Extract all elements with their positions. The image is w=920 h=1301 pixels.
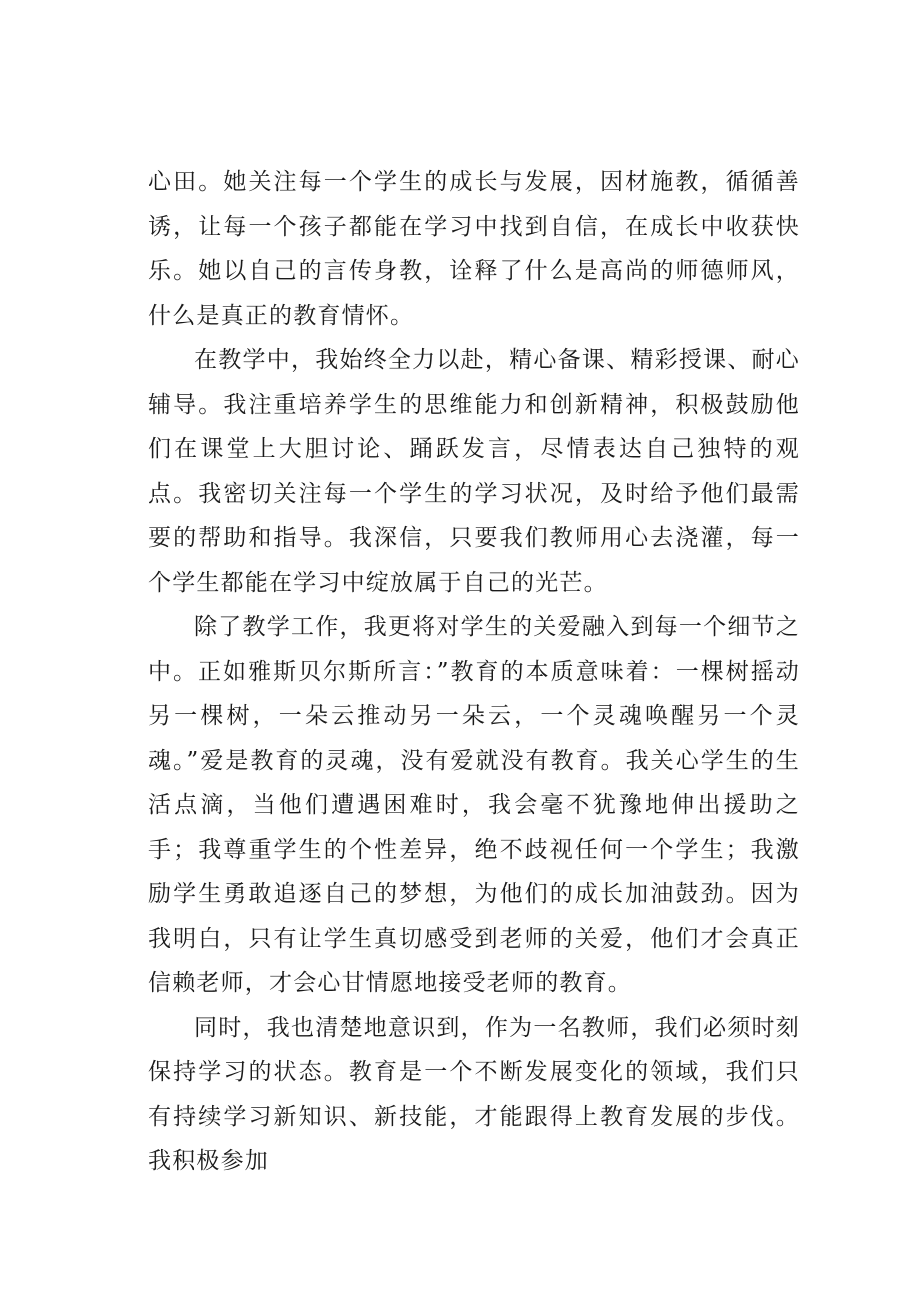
document-body <box>148 160 800 1184</box>
paragraph-teaching: 在教学中，我始终全力以赴，精心备课、精彩授课、耐心辅导。我注重培养学生的思维能力和创新精神，积极鼓励他们在课堂上大胆讨论、踊跃发言，尽情表达自己独特的观点。我密切关注每一个学生的学习状况，及时给予他们最需要的帮助和指导。我深信，只要我们教师用心去浇灌，每一个学生都能在学习中绽放属于自己的光芒。 <box>148 347 800 596</box>
paragraph-learning: 同时，我也清楚地意识到，作为一名教师，我们必须时刻保持学习的状态。教育是一个不断发展变化的领域，我们只有持续学习新知识、新技能，才能跟得上教育发展的步伐。我积极参加 <box>148 1014 800 1174</box>
paragraph-continuation: 心田。她关注每一个学生的成长与发展，因材施教，循循善诱，让每一个孩子都能在学习中找到自信，在成长中收获快乐。她以自己的言传身教，诠释了什么是高尚的师德师风，什么是真正的教育情怀。 <box>148 169 800 329</box>
paragraph-caring: 除了教学工作，我更将对学生的关爱融入到每一个细节之中。正如雅斯贝尔斯所言：”教育的本质意味着：一棵树摇动另一棵树，一朵云推动另一朵云，一个灵魂唤醒另一个灵魂。”爱是教育的灵魂，没有爱就没有教育。我关心学生的生活点滴，当他们遭遇困难时，我会毫不犹豫地伸出援助之手；我尊重学生的个性差异，绝不歧视任何一个学生；我激励学生勇敢追逐自己的梦想，为他们的成长加油鼓劲。因为我明白，只有让学生真切感受到老师的关爱，他们才会真正信赖老师，才会心甘情愿地接受老师的教育。 <box>148 614 800 996</box>
